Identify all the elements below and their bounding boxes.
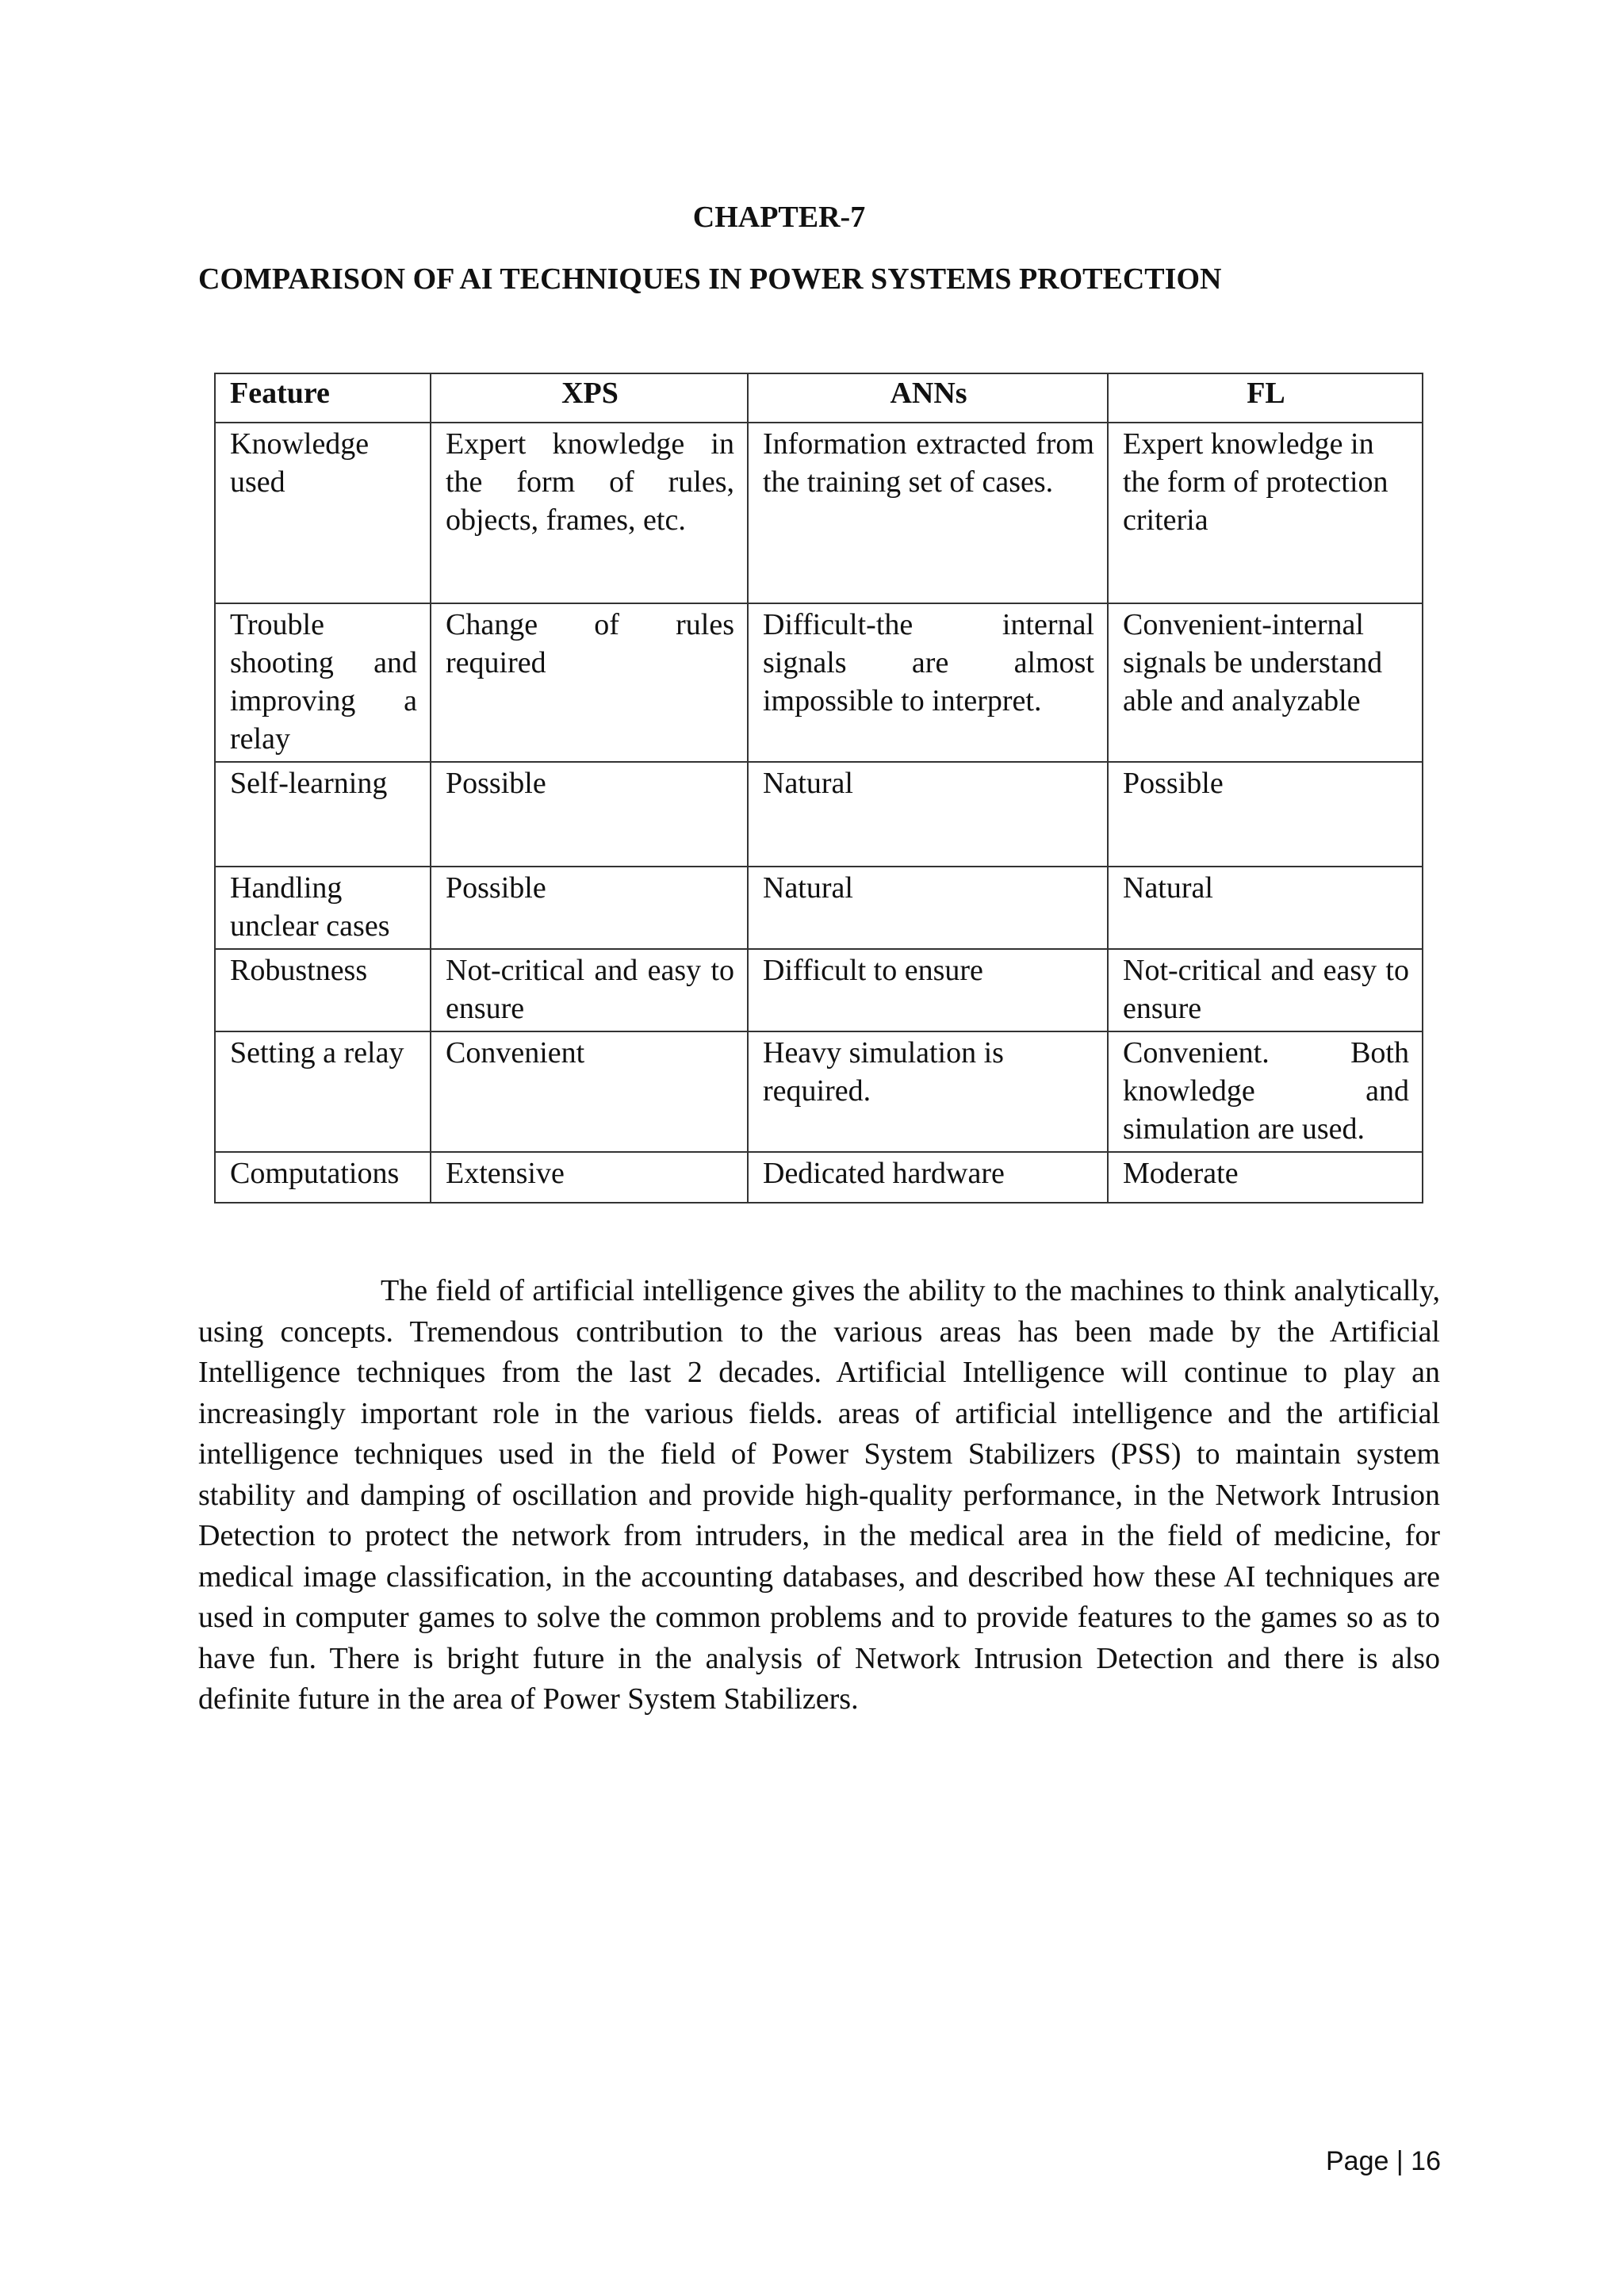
anns-cell: Natural bbox=[748, 762, 1108, 867]
fl-cell: Possible bbox=[1108, 762, 1423, 867]
xps-cell: Extensive bbox=[431, 1152, 748, 1203]
anns-cell: Difficult-the internal signals are almost impossible to interpret. bbox=[748, 603, 1108, 762]
header-feature: Feature bbox=[215, 373, 431, 423]
fl-cell: Convenient. Both knowledge and simulation are used. bbox=[1108, 1031, 1423, 1152]
xps-cell: Not-critical and easy to ensure bbox=[431, 949, 748, 1031]
table-row bbox=[215, 867, 1423, 949]
feature-cell: Knowledge used bbox=[215, 423, 431, 603]
xps-cell: Change of rules required bbox=[431, 603, 748, 762]
page-number: 16 bbox=[1411, 2146, 1441, 2176]
feature-cell: Setting a relay bbox=[215, 1031, 431, 1152]
header-xps: XPS bbox=[431, 373, 748, 423]
chapter-label: CHAPTER-7 bbox=[692, 201, 866, 234]
header-anns: ANNs bbox=[748, 373, 1108, 423]
body-paragraph: The field of artificial intelligence gives the ability to the machines to think analytically, using concepts. Tremendous contribution to the various areas has been made by the Artificial Intelligence techniques from the last 2 decades. Artificial Intelligence will continue to play an increasingly important role in the various fields. areas of artificial intelligence and the artificial intelligence techniques used in the field of Power System Stabilizers (PSS) to maintain system stability and damping of oscillation and provide high-quality performance, in the Network Intrusion Detection to protect the network from intruders, in the medical area in the field of medicine, for medical image classification, in the accounting databases, and described how these AI techniques are used in computer games to solve the common problems and to provide features to the games so as to have fun. There is bright future in the analysis of Network Intrusion Detection and there is also definite future in the area of Power System Stabilizers. bbox=[198, 1274, 1440, 1716]
anns-cell: Heavy simulation is required. bbox=[748, 1031, 1108, 1152]
table-row bbox=[215, 1031, 1423, 1152]
fl-cell: Moderate bbox=[1108, 1152, 1423, 1203]
anns-cell: Information extracted from the training set of cases. bbox=[748, 423, 1108, 603]
page-footer bbox=[1326, 2144, 1441, 2179]
comparison-table bbox=[214, 373, 1423, 1203]
xps-cell: Possible bbox=[431, 867, 748, 949]
section-heading: COMPARISON OF AI TECHNIQUES IN POWER SYSTEMS PROTECTION bbox=[198, 262, 1222, 296]
xps-cell: Expert knowledge in the form of rules, objects, frames, etc. bbox=[431, 423, 748, 603]
table-row bbox=[215, 423, 1423, 603]
xps-cell: Possible bbox=[431, 762, 748, 867]
table-row bbox=[215, 762, 1423, 867]
anns-cell: Natural bbox=[748, 867, 1108, 949]
feature-cell: Computations bbox=[215, 1152, 431, 1203]
feature-cell: Robustness bbox=[215, 949, 431, 1031]
table-row bbox=[215, 603, 1423, 762]
fl-cell: Expert knowledge in the form of protection criteria bbox=[1108, 423, 1423, 603]
table-row bbox=[215, 1152, 1423, 1203]
feature-cell: Self-learning bbox=[215, 762, 431, 867]
feature-cell: Trouble shooting and improving a relay bbox=[215, 603, 431, 762]
fl-cell: Convenient-internal signals be understand able and analyzable bbox=[1108, 603, 1423, 762]
page-separator: | bbox=[1396, 2146, 1404, 2176]
anns-cell: Dedicated hardware bbox=[748, 1152, 1108, 1203]
fl-cell: Not-critical and easy to ensure bbox=[1108, 949, 1423, 1031]
feature-cell: Handling unclear cases bbox=[215, 867, 431, 949]
page-label: Page bbox=[1326, 2146, 1389, 2176]
table-header-row bbox=[215, 373, 1423, 423]
header-fl: FL bbox=[1108, 373, 1423, 423]
fl-cell: Natural bbox=[1108, 867, 1423, 949]
xps-cell: Convenient bbox=[431, 1031, 748, 1152]
anns-cell: Difficult to ensure bbox=[748, 949, 1108, 1031]
table-row bbox=[215, 949, 1423, 1031]
